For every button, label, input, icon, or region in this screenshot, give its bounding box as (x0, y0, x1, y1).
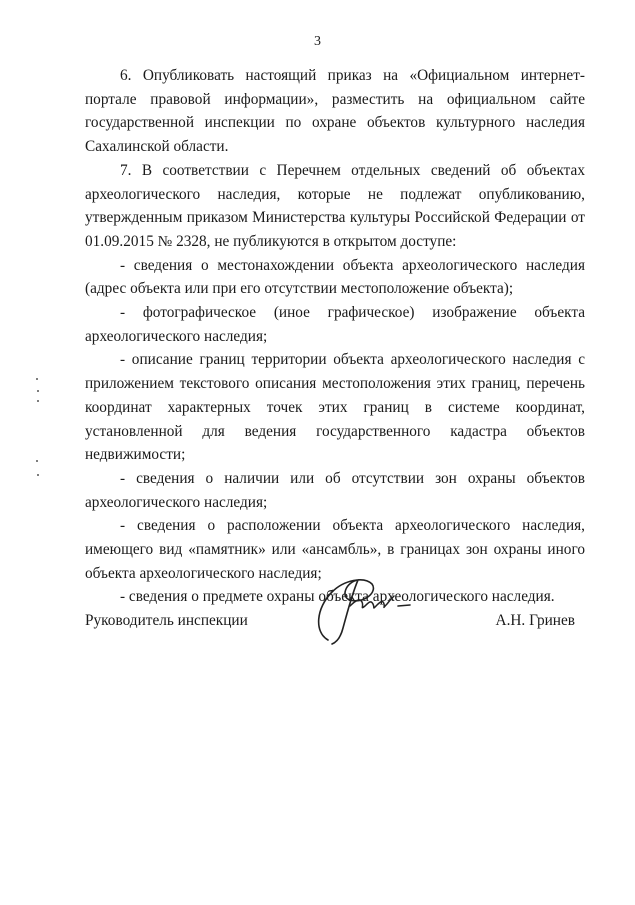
list-item-protection-zones: - сведения о наличии или об отсутствии зон охраны объектов археологического наследия; (85, 469, 585, 511)
list-item-protection-subject: - сведения о предмете охраны объекта археологического наследия. (120, 588, 555, 606)
scan-margin-marks (35, 370, 41, 490)
list-item-monument-location: - сведения о расположении объекта археологического наследия, имеющего вид «памятник» или «ансамбль», в границах зон охраны иного объекта археологического наследия; (85, 517, 585, 582)
list-item-boundaries: - описание границ территории объекта археологического наследия с приложением текстового описания местоположения этих границ, перечень координат характерных точек этих границ в системе координат, установленной для ведения государственного кадастра объектов недвижимости; (85, 351, 585, 464)
scan-dot (36, 460, 38, 462)
scan-dot (37, 400, 39, 402)
handwritten-signature (310, 570, 420, 650)
list-item-photo: - фотографическое (иное графическое) изображение объекта археологического наследия; (85, 304, 585, 345)
scan-dot (37, 474, 39, 476)
paragraph-publication: 6. Опубликовать настоящий приказ на «Официальном интернет-портале правовой информации», разместить на официальном сайте государственной инспекции по охране объектов культурного наследия Сахалинской области. (85, 67, 585, 156)
signature-block (85, 570, 585, 650)
signer-title: Руководитель инспекции (85, 612, 248, 629)
order-text (85, 64, 585, 609)
signer-name: А.Н. Гринев (495, 612, 575, 629)
paragraph-restricted-info: 7. В соответствии с Перечнем отдельных сведений об объектах археологического наследия, которые не подлежат опубликованию, утвержденным приказом Министерства культуры Российской Федерации от 01.09.2015 № 2328, не публикуются в открытом доступе: (85, 161, 585, 250)
list-item-location: - сведения о местонахождении объекта археологического наследия (адрес объекта или при его отсутствии местоположение объекта); (85, 256, 585, 298)
page-number: 3 (314, 34, 321, 49)
scan-dot (37, 390, 39, 392)
scan-dot (36, 378, 38, 380)
